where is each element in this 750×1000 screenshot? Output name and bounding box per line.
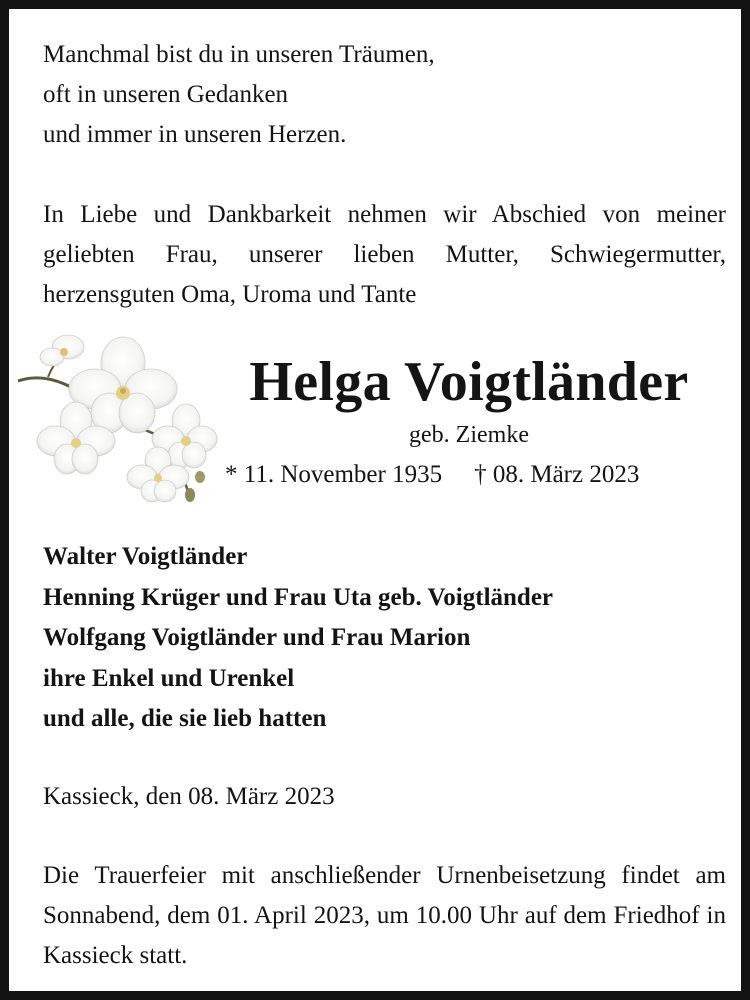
death-date: † 08. März 2023: [474, 461, 640, 488]
memorial-poem: [43, 35, 726, 155]
mourner-line: Walter Voigtländer: [43, 543, 248, 570]
place-and-date: Kassieck, den 08. März 2023: [43, 783, 335, 810]
mourner-line: und alle, die sie lieb hatten: [43, 705, 327, 732]
birth-date: * 11. November 1935: [225, 461, 443, 488]
farewell-intro: In Liebe und Dankbarkeit nehmen wir Abschied von meiner geliebten Frau, unserer lieben Mutter, Schwiegermutter, herzensguten Oma, Uroma und Tante: [43, 201, 726, 308]
poem-line: Manchmal bist du in unseren Träumen,: [43, 41, 435, 68]
white-orchid-icon: [18, 319, 218, 509]
mourner-line: Wolfgang Voigtländer und Frau Marion: [43, 624, 471, 651]
funeral-notice: Die Trauerfeier mit anschließender Urnenbeisetzung findet am Sonnabend, dem 01. April 2023, um 10.00 Uhr auf dem Friedhof in Kassieck statt.: [43, 862, 726, 969]
deceased-name: Helga Voigtländer: [249, 351, 689, 413]
poem-line: und immer in unseren Herzen.: [43, 121, 347, 148]
life-dates: [225, 457, 639, 493]
mourners-list: [43, 537, 726, 740]
birth-name: geb. Ziemke: [409, 422, 529, 448]
mourner-line: ihre Enkel und Urenkel: [43, 664, 295, 692]
poem-line: oft in unseren Gedanken: [43, 81, 289, 108]
mourner-line: Henning Krüger und Frau Uta geb. Voigtländer: [43, 583, 554, 611]
